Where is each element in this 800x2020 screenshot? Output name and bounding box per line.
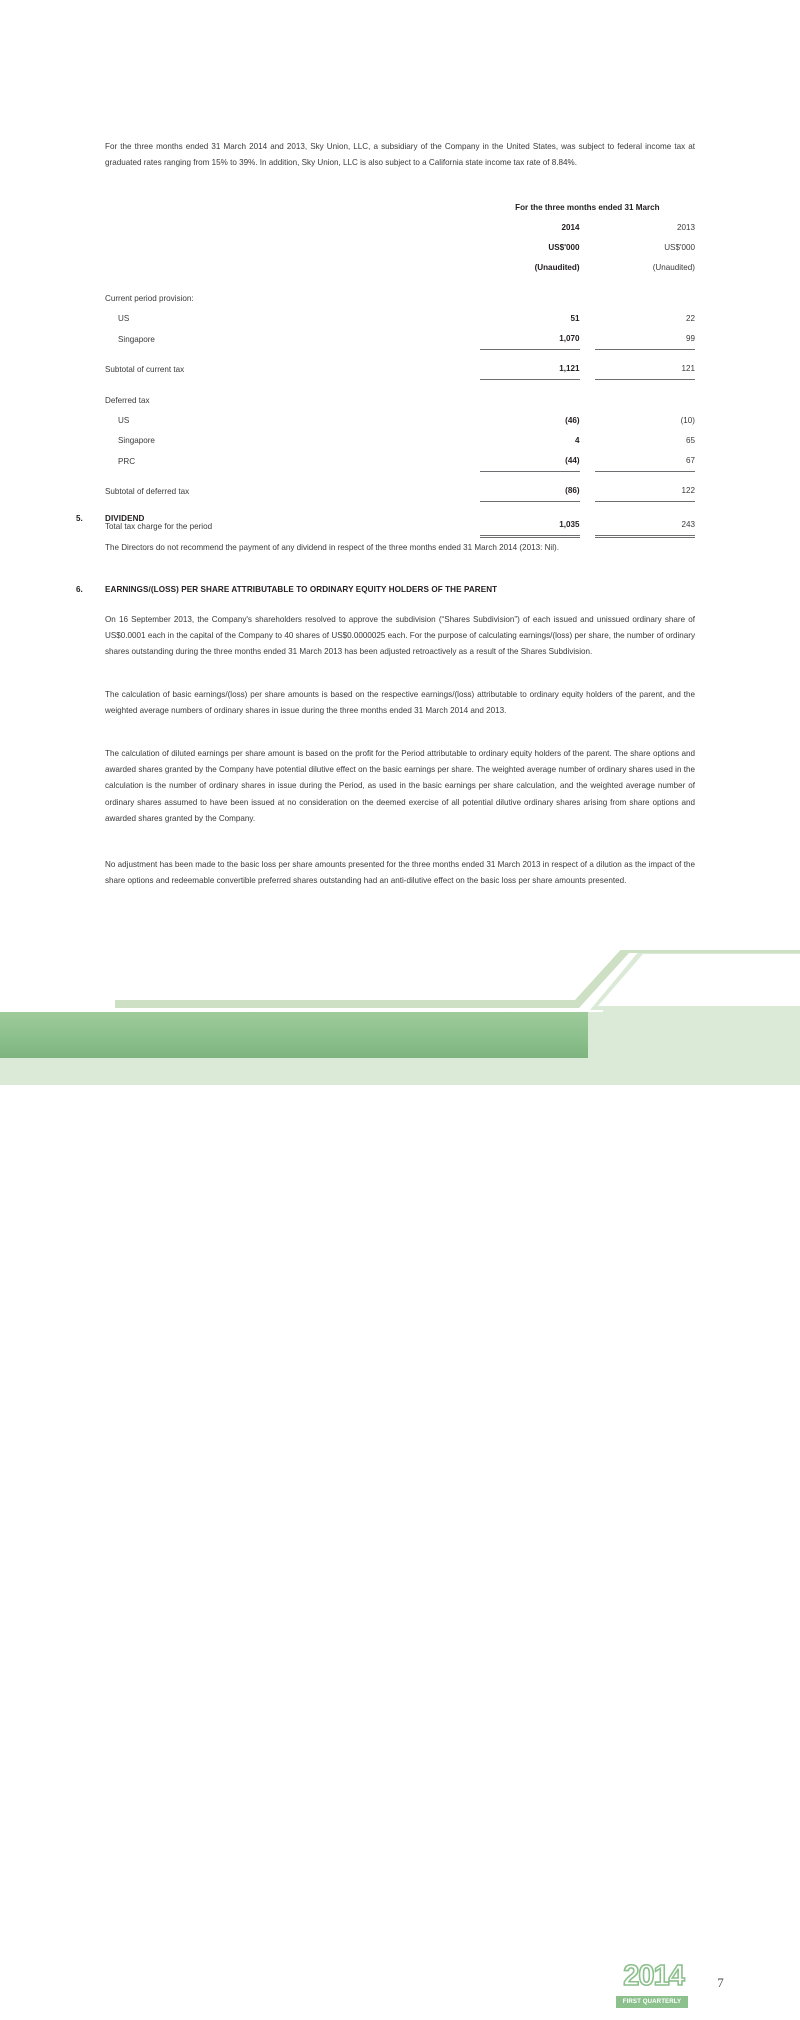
table-header-currency-row: [105, 238, 695, 258]
section-6-title: EARNINGS/(LOSS) PER SHARE ATTRIBUTABLE TO ORDINARY EQUITY HOLDERS OF THE PARENT: [105, 585, 498, 594]
section-6-paragraph-2: The calculation of basic earnings/(loss) per share amounts is based on the respective earnings/(loss) attributable to ordinary equity holders of the parent, and the weighted average numbers of ordinary shares in issue during the three months ended 31 March 2014 and 2013.: [105, 690, 695, 716]
header-audit-2013: (Unaudited): [652, 263, 695, 272]
table-row-subtotal: [105, 357, 695, 380]
footer-company-name: IGG INC: [506, 1970, 593, 1992]
row-value-2013: (10): [680, 416, 695, 425]
section-5-paragraph-1: The Directors do not recommend the payment of any dividend in respect of the three months ended 31 March 2014 (2013: Nil).: [105, 543, 559, 552]
row-label: Singapore: [118, 334, 155, 344]
section-5-number: 5.: [76, 514, 83, 523]
section-5-title: DIVIDEND: [105, 514, 145, 523]
row-value-2014: [480, 289, 580, 309]
header-year-2014: 2014: [561, 223, 580, 232]
row-value-2013: [595, 391, 695, 411]
row-value-2014: 1,070: [480, 329, 580, 350]
table-row-total: [105, 513, 695, 537]
row-value-2013: [595, 289, 695, 309]
header-audit-2014: (Unaudited): [534, 263, 580, 272]
footer-green-bar-end: [560, 1012, 588, 1058]
section-6-paragraph-1: On 16 September 2013, the Company's shareholders resolved to approve the subdivision (“Shares Subdivision”) of each issued and unissued ordinary share of US$0.0001 each in the capital of the Company to 40 shares of US$0.0000025 each. For the purpose of calculating earnings/(loss) per share, the number of ordinary shares outstanding during the three months ended 31 March 2013 has been adjusted retroactively as a result of the Shares Subdivision.: [105, 615, 695, 657]
table-header-audit-row: [105, 258, 695, 278]
report-logo: [614, 1956, 693, 2017]
row-value-2013: 65: [685, 436, 695, 445]
spacer-row: [105, 350, 695, 358]
table-row: [105, 309, 695, 329]
income-tax-table: [105, 198, 695, 538]
table-header-period: For the three months ended 31 March: [515, 203, 660, 212]
footer-upper-wedge-inner: [598, 954, 800, 1006]
row-value-2013: 22: [685, 314, 695, 323]
section-6-paragraph-4: No adjustment has been made to the basic loss per share amounts presented for the three months ended 31 March 2013 in respect of a dilution as the impact of the share options and redeemable convertible preferred shares outstanding had an anti-dilutive effect on the basic loss per share amounts presented.: [105, 860, 695, 886]
row-label: Total tax charge for the period: [105, 521, 213, 531]
row-label: Current period provision:: [105, 294, 194, 303]
logo-year: 2014: [623, 1960, 684, 1992]
row-value-2013: 122: [595, 479, 695, 502]
row-value-2014: 4: [575, 436, 580, 445]
table-row: [105, 431, 695, 451]
spacer-row: [105, 380, 695, 392]
footer-green-bar: [0, 1012, 588, 1058]
row-label: US: [118, 416, 130, 425]
section-6-paragraph-3: The calculation of diluted earnings per share amount is based on the profit for the Period attributable to ordinary equity holders of the parent. The share options and awarded shares granted by the Company have potential dilutive effect on the basic earnings per share. The weighted average number of ordinary shares used in the calculation is the number of ordinary shares in issue during the Period, as used in the basic earnings per share calculation, and the weighted average number of ordinary shares assumed to have been issued at no consideration on the deemed exercise of all potential dilutive ordinary shares arising from share options and awarded shares granted by the Company.: [105, 749, 695, 823]
row-value-2013: 67: [595, 451, 695, 472]
intro-paragraph: For the three months ended 31 March 2014 and 2013, Sky Union, LLC, a subsidiary of the Company in the United States, was subject to federal income tax at graduated rates ranging from 15% to 39%. In addition, Sky Union, LLC is also subject to a California state income tax rate of 8.84%.: [105, 142, 695, 168]
row-label: US: [118, 314, 130, 323]
spacer-row: [105, 472, 695, 480]
row-value-2013: 121: [595, 357, 695, 380]
row-label: Subtotal of current tax: [105, 364, 185, 374]
row-label: Deferred tax: [105, 396, 150, 405]
row-value-2014: 51: [570, 314, 580, 323]
table-row: [105, 451, 695, 472]
spacer-row: [105, 278, 695, 289]
row-value-2013: 99: [595, 329, 695, 350]
table-row: [105, 391, 695, 411]
row-label: PRC: [118, 456, 136, 466]
page-number: 7: [717, 1975, 724, 1990]
table-header-span-row: [105, 198, 695, 218]
table-row-subtotal: [105, 479, 695, 502]
table-header-year-row: [105, 218, 695, 238]
footer-decoration: [0, 950, 800, 1085]
header-currency-2013: US$'000: [664, 243, 695, 252]
row-label: Singapore: [118, 436, 155, 445]
table-row: [105, 329, 695, 350]
row-value-2014: (44): [480, 451, 580, 472]
table-row: [105, 411, 695, 431]
row-value-2014: 1,121: [480, 357, 580, 380]
page-footer: [0, 950, 800, 2017]
spacer-row: [105, 502, 695, 514]
row-value-2014: 1,035: [480, 513, 580, 537]
logo-subtitle: FIRST QUARTERLY REPORT: [616, 1996, 688, 2008]
header-year-2013: 2013: [676, 223, 695, 232]
row-label: Subtotal of deferred tax: [105, 486, 190, 496]
row-value-2014: (46): [565, 416, 580, 425]
row-value-2014: (86): [480, 479, 580, 502]
row-value-2013: 243: [595, 513, 695, 537]
header-currency-2014: US$'000: [548, 243, 580, 252]
row-value-2014: [480, 391, 580, 411]
table-row: [105, 289, 695, 309]
section-6-number: 6.: [76, 585, 83, 594]
